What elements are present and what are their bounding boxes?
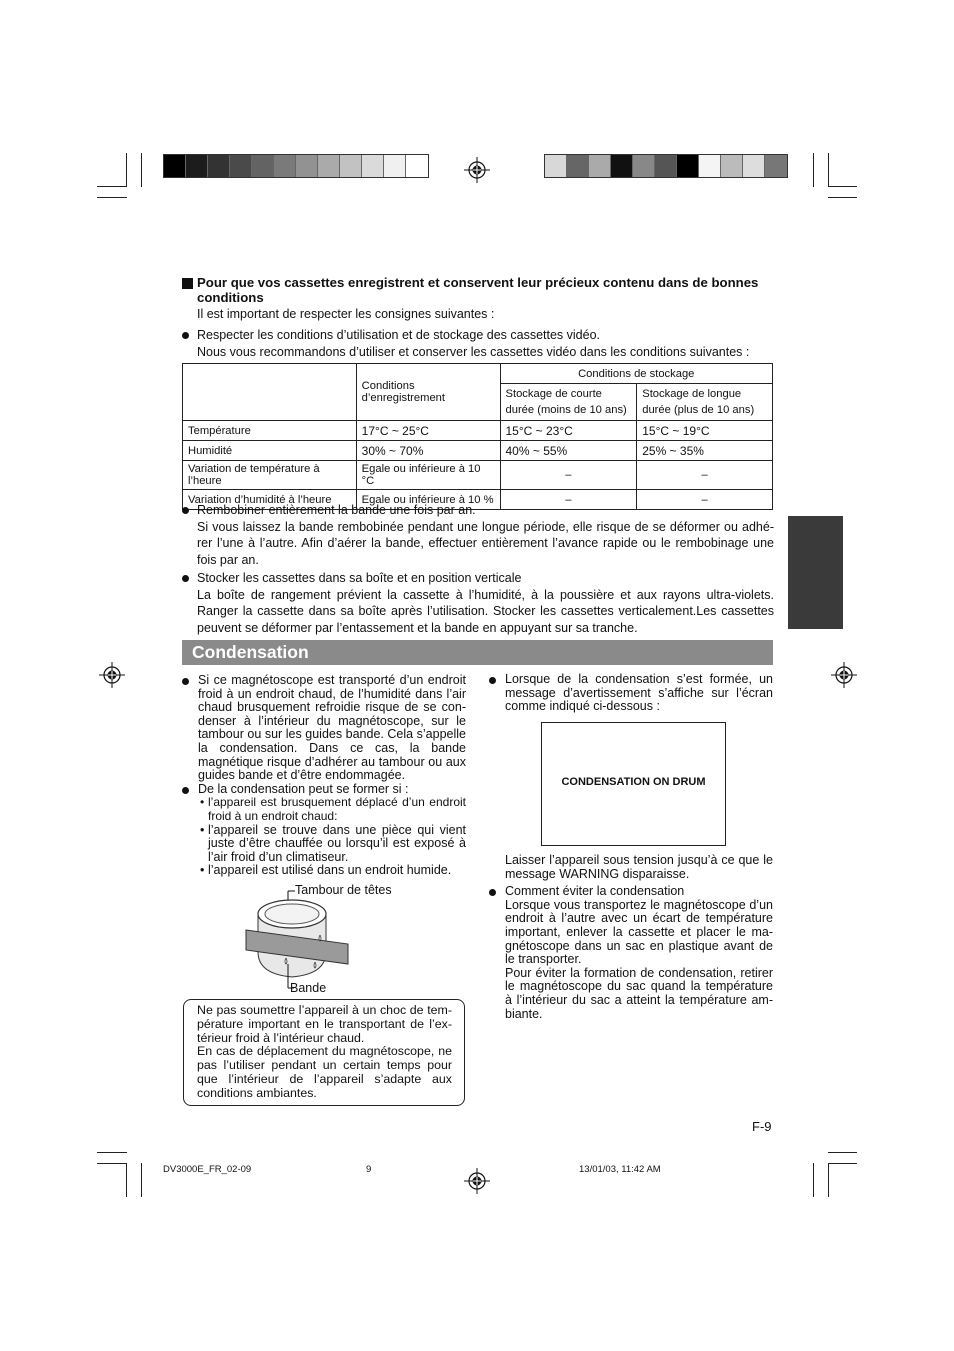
screen-message: CONDENSATION ON DRUM [561, 776, 706, 788]
table-cell: 17°C ~ 25°C [356, 421, 500, 441]
bullet-text: Si vous laissez la bande rembobinée pendant une longue période, elle risque de se déformer ou adhérer l’une à l’autre. Afin d’aérer la bande, effectuer entièrement l’avance rapide ou le rembobinage une fois par an. [197, 519, 774, 567]
screen-display-box [541, 722, 726, 846]
table-cell: 40% ~ 55% [500, 441, 637, 461]
footer-timestamp: 13/01/03, 11:42 AM [579, 1164, 661, 1175]
section-intro: Il est important de respecter les consignes suivantes : [197, 307, 495, 321]
paragraph: Lorsque de la condensation s’est formée, un message d’avertissement s’affiche sur l’écran comme indiqué ci-dessous : [505, 672, 773, 714]
registration-mark-icon [464, 157, 490, 183]
table-cell: Variation de température à l’heure [183, 461, 357, 490]
bullet-title: Rembobiner entièrement la bande une fois par an. [197, 503, 476, 517]
crop-mark [97, 197, 127, 198]
crop-mark [828, 197, 857, 198]
footer-file: DV3000E_FR_02-09 [163, 1164, 252, 1175]
crop-mark [828, 1163, 829, 1197]
table-cell: Egale ou inférieure à 10 % [356, 490, 500, 510]
table-corner-cell [183, 364, 357, 421]
sub-item-text: l’appareil est brusquement déplacé d’un endroit froid à un endroit chaud: [208, 795, 466, 823]
table-cell: Humidité [183, 441, 357, 461]
table-row [183, 421, 773, 441]
table-cell: Température [183, 421, 357, 441]
table-cell: Egale ou inférieure à 10 °C [356, 461, 500, 490]
sub-item-text: l’appareil est utilisé dans un endroit humide. [208, 863, 452, 878]
list-item [489, 673, 773, 714]
warning-box [183, 999, 465, 1106]
crop-mark [141, 153, 142, 187]
list-item-store-vertical [182, 570, 774, 636]
page-number: F-9 [752, 1119, 772, 1134]
table-row [183, 461, 773, 490]
crop-mark [828, 153, 829, 187]
list-item [182, 674, 466, 783]
sub-list-item: • l’appareil est brusquement déplacé d’un endroit froid à un endroit chaud: [200, 795, 466, 823]
table-header-storage: Conditions de stockage [500, 364, 773, 384]
sub-list-item: • l’appareil se trouve dans une pièce qui vient juste d’être chauffée ou lorsqu’il est exposé à l’air froid d’un climatiseur. [200, 822, 466, 864]
warning-text: Ne pas soumettre l’appareil à un choc de température important en le transportant de l’extérieur froid à l’intérieur chaud. En cas de déplacement du magnétoscope, ne pas l’utiliser pendant un certain temps pour que l’intérieur de l’appareil s’adapte aux conditions ambiantes. [197, 1003, 452, 1100]
paragraph: De la condensation peut se former si : [198, 781, 409, 796]
table-header-short: Stockage de courte durée (moins de 10 ans) [500, 384, 637, 421]
list-item-storage-conditions [182, 327, 774, 360]
gray-swatch-strip-left [163, 154, 429, 178]
condensation-title-bar [182, 640, 773, 665]
crop-mark [813, 153, 814, 187]
table-row [183, 441, 773, 461]
bullet-title: Stocker les cassettes dans sa boîte et en position verticale [197, 571, 522, 585]
sub-item-text: l’appareil se trouve dans une pièce qui vient juste d’être chauffée ou lorsqu’il est exposé à l’air froid d’un climatiseur. [208, 822, 466, 864]
registration-mark-icon [99, 662, 125, 688]
section-square-icon [182, 278, 193, 289]
registration-mark-icon [464, 1168, 490, 1194]
bullet-icon [182, 575, 189, 582]
crop-mark [97, 186, 127, 187]
condensation-right-column-top [489, 673, 773, 714]
section-heading: Pour que vos cassettes enregistrent et conservent leur précieux contenu dans de bonnes conditions [197, 275, 759, 305]
list-item [182, 783, 466, 797]
crop-mark [828, 1152, 857, 1153]
table-cell: – [637, 461, 773, 490]
table-cell: 15°C ~ 19°C [637, 421, 773, 441]
table-cell: – [500, 461, 637, 490]
bullet-icon [182, 507, 189, 514]
paragraph: Lorsque vous transportez le magnétoscope d’un endroit à l’autre avec un écart de température important, enlever la cassette et placer le magnétoscope dans un sac en plastique avant de le transporter. Pour éviter la formation de condensation, retirer le magnétoscope du sac quand la température à l’intérieur du sac a atteint la température ambiante. [505, 897, 773, 1021]
tape-label: Bande [290, 981, 327, 995]
drum-label: Tambour de têtes [295, 883, 392, 897]
bullet-title: Respecter les conditions d’utilisation et de stockage des cassettes vidéo. [197, 328, 601, 342]
crop-mark [828, 1163, 857, 1164]
crop-mark [813, 1163, 814, 1197]
paragraph-title: Comment éviter la condensation [505, 884, 685, 899]
storage-conditions-table [182, 363, 773, 510]
list-item-rewind [182, 502, 774, 568]
side-tab [788, 516, 843, 629]
footer-sheet: 9 [366, 1164, 372, 1175]
crop-mark [141, 1163, 142, 1197]
paragraph: Laisser l’appareil sous tension jusqu’à ce que le message WARNING disparaisse. [505, 853, 773, 881]
table-header-long: Stockage de longue durée (plus de 10 ans) [637, 384, 773, 421]
crop-mark [828, 186, 857, 187]
bullet-icon [489, 889, 496, 896]
bullet-text: Nous vous recommandons d’utiliser et conserver les cassettes vidéo dans les conditions suivantes : [197, 344, 750, 359]
paragraph: Si ce magnétoscope est transporté d’un endroit froid à un endroit chaud, de l’humidité dans l’air chaud brusquement refroidie risque de se condenser à l’intérieur du magnétoscope, sur le tambour ou sur les guides bande. Cela s’appelle la condensation. Dans ce cas, la bande magnétique risque d’adhérer au tambour ou aux guides bande et d’être endommagée. [198, 673, 466, 783]
table-cell: 30% ~ 70% [356, 441, 500, 461]
bullet-icon [182, 332, 189, 339]
table-cell: – [637, 490, 773, 510]
list-item [489, 885, 773, 1021]
table-header-recording: Conditions d’enregistrement [356, 364, 500, 421]
table-cell: 25% ~ 35% [637, 441, 773, 461]
crop-mark [126, 153, 127, 187]
crop-mark [97, 1163, 127, 1164]
crop-mark [126, 1163, 127, 1197]
bullet-icon [182, 787, 189, 794]
bullet-icon [182, 678, 189, 685]
gray-swatch-strip-right [544, 154, 788, 178]
table-cell: – [500, 490, 637, 510]
crop-mark [97, 1152, 127, 1153]
condensation-left-column [182, 674, 466, 878]
table-cell: Variation d’humidité à l’heure [183, 490, 357, 510]
table-cell: 15°C ~ 23°C [500, 421, 637, 441]
registration-mark-icon [831, 662, 857, 688]
bullet-icon [489, 677, 496, 684]
sub-list-item: • l’appareil est utilisé dans un endroit humide. [182, 864, 466, 878]
head-drum-illustration [240, 882, 410, 997]
bullet-text: La boîte de rangement prévient la cassette à l’humidité, à la poussière et aux rayons ultra-violets. Ranger la cassette dans sa boîte après l’utilisation. Stocker les cassettes verticalement.Les cassettes peuvent se déformer par l’entassement et la bande en appuyant sur sa tranche. [197, 587, 774, 635]
condensation-title: Condensation [192, 642, 309, 662]
condensation-right-column-bottom [489, 854, 773, 1021]
